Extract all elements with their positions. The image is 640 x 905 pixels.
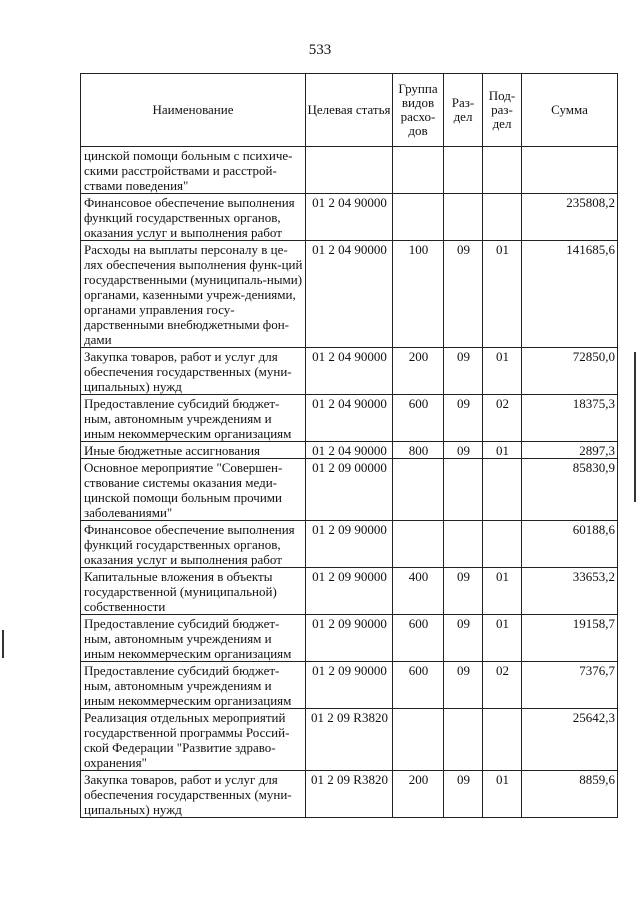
row-section-cell: 09 bbox=[444, 568, 483, 615]
row-sum-cell bbox=[522, 147, 618, 194]
row-name-cell: Предоставление субсидий бюджет-ным, автономным учреждениям и иным некоммерческим организациям bbox=[81, 615, 306, 662]
header-target: Целевая статья bbox=[306, 74, 393, 147]
row-name-cell: Закупка товаров, работ и услуг для обеспечения государственных (муни-ципальных) нужд bbox=[81, 348, 306, 395]
row-subsection-cell: 01 bbox=[483, 771, 522, 818]
row-group-cell bbox=[393, 147, 444, 194]
row-sum-cell: 18375,3 bbox=[522, 395, 618, 442]
row-sum-cell: 33653,2 bbox=[522, 568, 618, 615]
table-row bbox=[81, 615, 618, 662]
row-subsection-cell: 01 bbox=[483, 348, 522, 395]
row-subsection-cell bbox=[483, 459, 522, 521]
row-sum-cell: 141685,6 bbox=[522, 241, 618, 348]
header-section: Раз-дел bbox=[444, 74, 483, 147]
table-row bbox=[81, 241, 618, 348]
row-sum-cell: 85830,9 bbox=[522, 459, 618, 521]
row-name-cell: Финансовое обеспечение выполнения функций государственных органов, оказания услуг и выполнения работ bbox=[81, 194, 306, 241]
row-subsection-cell bbox=[483, 709, 522, 771]
header-subsection: Под-раз-дел bbox=[483, 74, 522, 147]
row-group-cell: 800 bbox=[393, 442, 444, 459]
row-subsection-cell: 02 bbox=[483, 662, 522, 709]
row-sum-cell: 235808,2 bbox=[522, 194, 618, 241]
row-target-code-cell: 01 2 09 90000 bbox=[306, 521, 393, 568]
table-row bbox=[81, 442, 618, 459]
row-sum-cell: 72850,0 bbox=[522, 348, 618, 395]
row-sum-cell: 19158,7 bbox=[522, 615, 618, 662]
header-group: Группа видов расхо-дов bbox=[393, 74, 444, 147]
row-target-code-cell: 01 2 04 90000 bbox=[306, 194, 393, 241]
row-group-cell: 600 bbox=[393, 662, 444, 709]
table-row bbox=[81, 194, 618, 241]
row-subsection-cell: 01 bbox=[483, 241, 522, 348]
row-name-cell: цинской помощи больным с психиче-скими расстройствами и расстрой-ствами поведения" bbox=[81, 147, 306, 194]
row-target-code-cell: 01 2 09 R3820 bbox=[306, 709, 393, 771]
table-body bbox=[81, 147, 618, 818]
row-section-cell bbox=[444, 709, 483, 771]
row-name-cell: Расходы на выплаты персоналу в це-лях обеспечения выполнения функ-ций государственными (муниципаль-ными) органами, казенными учреж-дениями, органами управления госу-дарственными внебюджетными фон-дами bbox=[81, 241, 306, 348]
row-sum-cell: 7376,7 bbox=[522, 662, 618, 709]
table-row bbox=[81, 662, 618, 709]
row-group-cell: 200 bbox=[393, 771, 444, 818]
table-row bbox=[81, 395, 618, 442]
page-number: 533 bbox=[308, 42, 332, 58]
row-section-cell bbox=[444, 147, 483, 194]
row-section-cell bbox=[444, 459, 483, 521]
row-target-code-cell: 01 2 04 90000 bbox=[306, 241, 393, 348]
row-section-cell: 09 bbox=[444, 241, 483, 348]
row-target-code-cell: 01 2 09 00000 bbox=[306, 459, 393, 521]
scan-edge-mark bbox=[634, 352, 636, 502]
budget-table bbox=[80, 73, 618, 818]
row-group-cell bbox=[393, 459, 444, 521]
row-group-cell: 200 bbox=[393, 348, 444, 395]
row-target-code-cell bbox=[306, 147, 393, 194]
row-name-cell: Иные бюджетные ассигнования bbox=[81, 442, 306, 459]
row-section-cell bbox=[444, 521, 483, 568]
row-section-cell: 09 bbox=[444, 615, 483, 662]
row-section-cell: 09 bbox=[444, 395, 483, 442]
row-subsection-cell: 01 bbox=[483, 568, 522, 615]
table-row bbox=[81, 147, 618, 194]
row-subsection-cell: 02 bbox=[483, 395, 522, 442]
row-name-cell: Реализация отдельных мероприятий государственной программы Россий-ской Федерации "Развитие здраво-охранения" bbox=[81, 709, 306, 771]
row-group-cell: 100 bbox=[393, 241, 444, 348]
row-section-cell bbox=[444, 194, 483, 241]
row-subsection-cell: 01 bbox=[483, 615, 522, 662]
row-group-cell bbox=[393, 194, 444, 241]
row-subsection-cell bbox=[483, 521, 522, 568]
table-header-row bbox=[81, 74, 618, 147]
row-group-cell bbox=[393, 709, 444, 771]
row-name-cell: Предоставление субсидий бюджет-ным, автономным учреждениям и иным некоммерческим организациям bbox=[81, 662, 306, 709]
row-target-code-cell: 01 2 09 90000 bbox=[306, 662, 393, 709]
table-row bbox=[81, 348, 618, 395]
table-row bbox=[81, 709, 618, 771]
row-target-code-cell: 01 2 04 90000 bbox=[306, 348, 393, 395]
row-subsection-cell bbox=[483, 194, 522, 241]
row-target-code-cell: 01 2 04 90000 bbox=[306, 395, 393, 442]
row-sum-cell: 60188,6 bbox=[522, 521, 618, 568]
table-row bbox=[81, 459, 618, 521]
row-target-code-cell: 01 2 09 90000 bbox=[306, 568, 393, 615]
row-section-cell: 09 bbox=[444, 348, 483, 395]
row-name-cell: Основное мероприятие "Совершен-ствование системы оказания меди-цинской помощи больным прочими заболеваниями" bbox=[81, 459, 306, 521]
row-name-cell: Закупка товаров, работ и услуг для обеспечения государственных (муни-ципальных) нужд bbox=[81, 771, 306, 818]
table-row bbox=[81, 521, 618, 568]
scan-edge-mark bbox=[2, 630, 4, 658]
row-sum-cell: 25642,3 bbox=[522, 709, 618, 771]
row-target-code-cell: 01 2 09 R3820 bbox=[306, 771, 393, 818]
row-subsection-cell bbox=[483, 147, 522, 194]
table-row bbox=[81, 568, 618, 615]
row-sum-cell: 2897,3 bbox=[522, 442, 618, 459]
row-name-cell: Капитальные вложения в объекты государственной (муниципальной) собственности bbox=[81, 568, 306, 615]
row-section-cell: 09 bbox=[444, 442, 483, 459]
header-name: Наименование bbox=[81, 74, 306, 147]
row-group-cell: 600 bbox=[393, 395, 444, 442]
row-section-cell: 09 bbox=[444, 662, 483, 709]
row-group-cell: 400 bbox=[393, 568, 444, 615]
row-name-cell: Предоставление субсидий бюджет-ным, автономным учреждениям и иным некоммерческим организациям bbox=[81, 395, 306, 442]
row-target-code-cell: 01 2 09 90000 bbox=[306, 615, 393, 662]
row-sum-cell: 8859,6 bbox=[522, 771, 618, 818]
row-name-cell: Финансовое обеспечение выполнения функций государственных органов, оказания услуг и выполнения работ bbox=[81, 521, 306, 568]
row-target-code-cell: 01 2 04 90000 bbox=[306, 442, 393, 459]
header-sum: Сумма bbox=[522, 74, 618, 147]
row-group-cell: 600 bbox=[393, 615, 444, 662]
row-group-cell bbox=[393, 521, 444, 568]
row-subsection-cell: 01 bbox=[483, 442, 522, 459]
table-row bbox=[81, 771, 618, 818]
row-section-cell: 09 bbox=[444, 771, 483, 818]
